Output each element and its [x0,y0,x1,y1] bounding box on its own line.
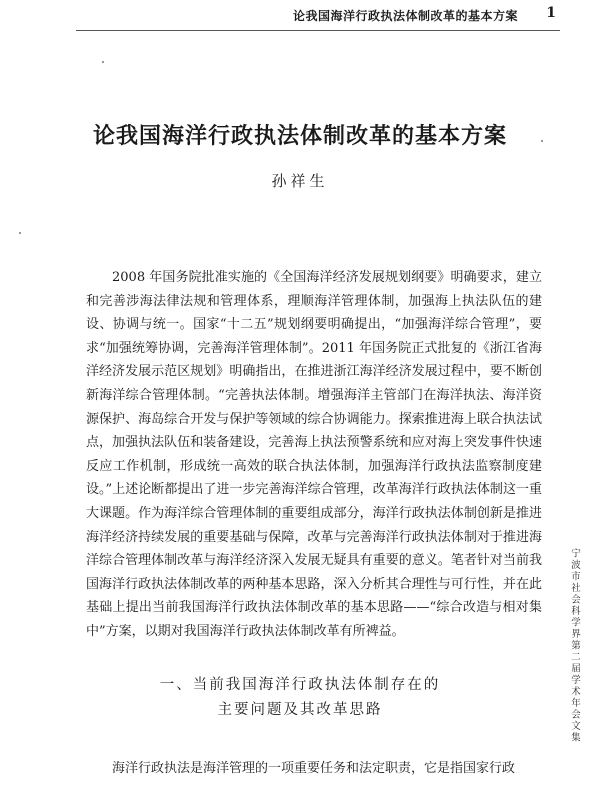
article-body [86,266,542,644]
running-header: 论我国海洋行政执法体制改革的基本方案 [292,9,518,23]
scan-speck [541,140,543,142]
article-author: 孙祥生 [271,172,329,190]
margin-note: 宁波市社会科学界第二届学术年会文集 [569,548,580,744]
page-number: 1 [546,5,556,21]
article-title: 论我国海洋行政执法体制改革的基本方案 [92,123,507,149]
section-heading-line-2: 主要问题及其改革思路 [217,702,383,718]
section-opening-text: 海洋行政执法是海洋管理的一项重要任务和法定职责，它是指国家行政 [112,761,516,776]
section-opening-paragraph [86,744,542,794]
scan-speck [102,61,104,63]
scan-speck [19,232,21,234]
section-heading-line-1: 一、当前我国海洋行政执法体制存在的 [159,677,441,693]
section-heading [110,673,490,723]
intro-paragraph: 2008 年国务院批准实施的《全国海洋经济发展规划纲要》明确要求，建立和完善涉海法律法规和管理体系，理顺海洋管理体制，加强海上执法队伍的建设、协调与统一。国家“十二五”规划纲要明确提出，“加强海洋综合管理”，要求“加强统筹协调，完善海洋管理体制”。2011 年国务院正式批复的《浙江省海洋经济发展示范区规划》明确指出，在推进浙江海洋经济发展过程中，要不断创新海洋综合管理体制。“完善执法体制。增强海洋主管部门在海洋执法、海洋资源保护、海岛综合开发与保护等领域的综合协调能力。探索推进海上联合执法试点，加强执法队伍和装备建设，完善海上执法预警系统和应对海上突发事件快速反应工作机制，形成统一高效的联合执法体制，加强海洋行政执法监察制度建设。”上述论断都提出了进一步完善海洋综合管理，改革海洋行政执法体制这一重大课题。作为海洋综合管理体制的重要组成部分，海洋行政执法体制创新是推进海洋经济持续发展的重要基础与保障，改革与完善海洋行政执法体制对于推进海洋综合管理体制改革与海洋经济深入发展无疑具有重要的意义。笔者针对当前我国海洋行政执法体制改革的两种基本思路，深入分析其合理性与可行性，并在此基础上提出当前我国海洋行政执法体制改革的基本思路——“综合改造与相对集中”方案，以期对我国海洋行政执法体制改革有所裨益。 [86,270,542,639]
header-rule [76,30,560,31]
